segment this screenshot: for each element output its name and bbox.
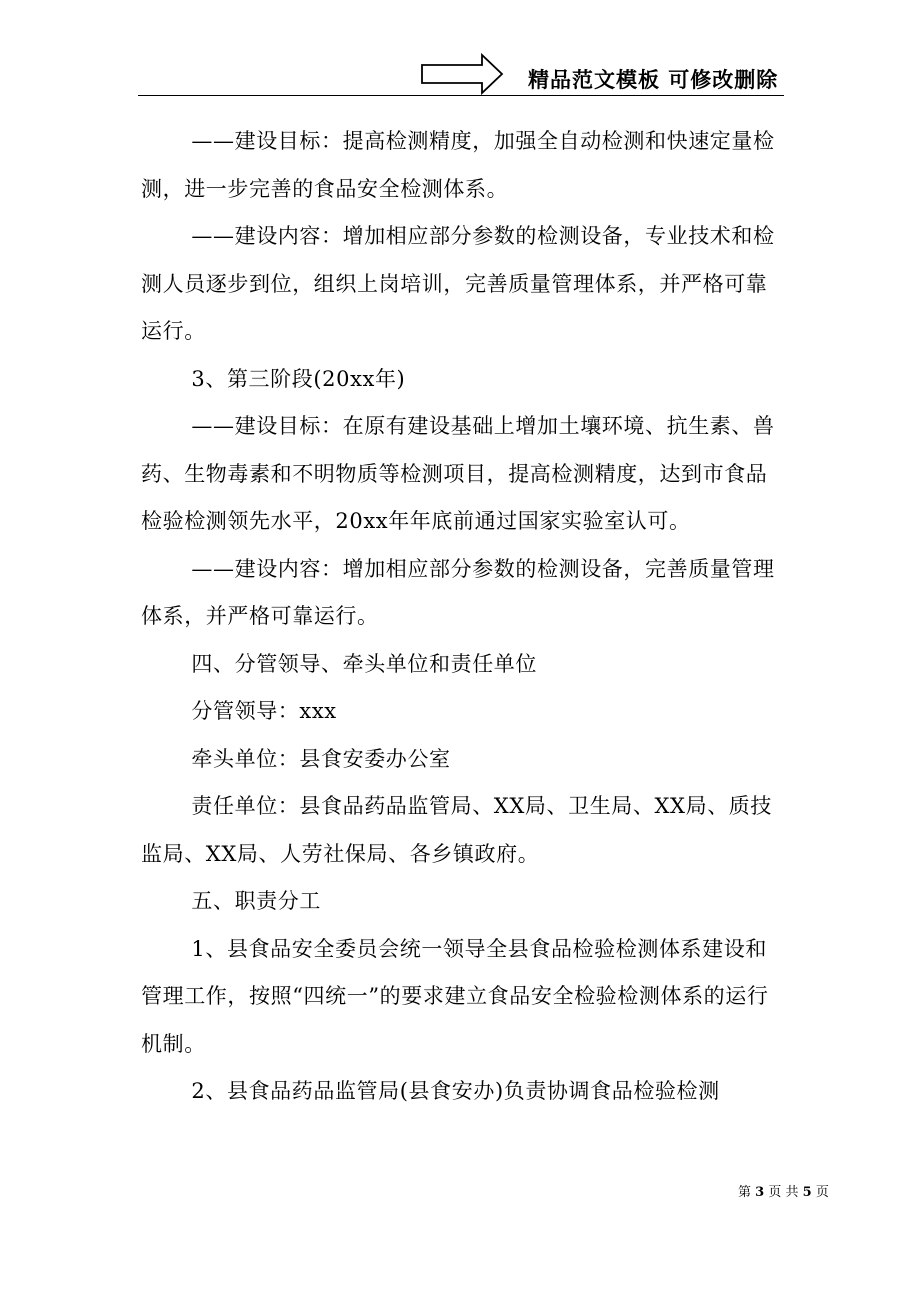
total-page-count: 5 <box>802 1185 812 1200</box>
page-number-footer <box>738 1181 868 1200</box>
current-page-number: 3 <box>755 1185 765 1200</box>
header-divider <box>138 95 784 96</box>
footer-prefix: 第 <box>738 1185 752 1200</box>
document-body <box>141 118 785 1116</box>
right-arrow-outline-icon <box>420 52 504 96</box>
paragraph: ——建设目标：在原有建设基础上增加土壤环境、抗生素、兽药、生物毒素和不明物质等检测项目，提高检测精度，达到市食品检验检测领先水平，20xx年年底前通过国家实验室认可。 <box>141 414 775 533</box>
footer-suffix: 页 <box>815 1185 829 1200</box>
paragraph: 2、县食品药品监管局(县食安办)负责协调食品检验检测 <box>191 1079 720 1103</box>
footer-middle: 页 共 <box>768 1185 799 1200</box>
header-title: 精品范文模板 可修改删除 <box>528 68 779 92</box>
paragraph: 责任单位：县食品药品监管局、XX局、卫生局、XX局、质技监局、XX局、人劳社保局、各乡镇政府。 <box>141 794 772 866</box>
paragraph: 分管领导：xxx <box>191 699 337 723</box>
section-heading: 3、第三阶段(20xx年) <box>191 366 406 391</box>
paragraph: ——建设内容：增加相应部分参数的检测设备，专业技术和检测人员逐步到位，组织上岗培训，完善质量管理体系，并严格可靠运行。 <box>141 224 775 343</box>
paragraph: ——建设内容：增加相应部分参数的检测设备，完善质量管理体系，并严格可靠运行。 <box>141 556 775 628</box>
section-heading: 四、分管领导、牵头单位和责任单位 <box>191 651 537 676</box>
paragraph: 1、县食品安全委员会统一领导全县食品检验检测体系建设和管理工作，按照“四统一”的要求建立食品安全检验检测体系的运行机制。 <box>141 936 769 1056</box>
paragraph: 牵头单位：县食安委办公室 <box>191 746 451 771</box>
paragraph: ——建设目标：提高检测精度，加强全自动检测和快速定量检测，进一步完善的食品安全检测体系。 <box>141 129 775 201</box>
section-heading: 五、职责分工 <box>191 889 321 913</box>
